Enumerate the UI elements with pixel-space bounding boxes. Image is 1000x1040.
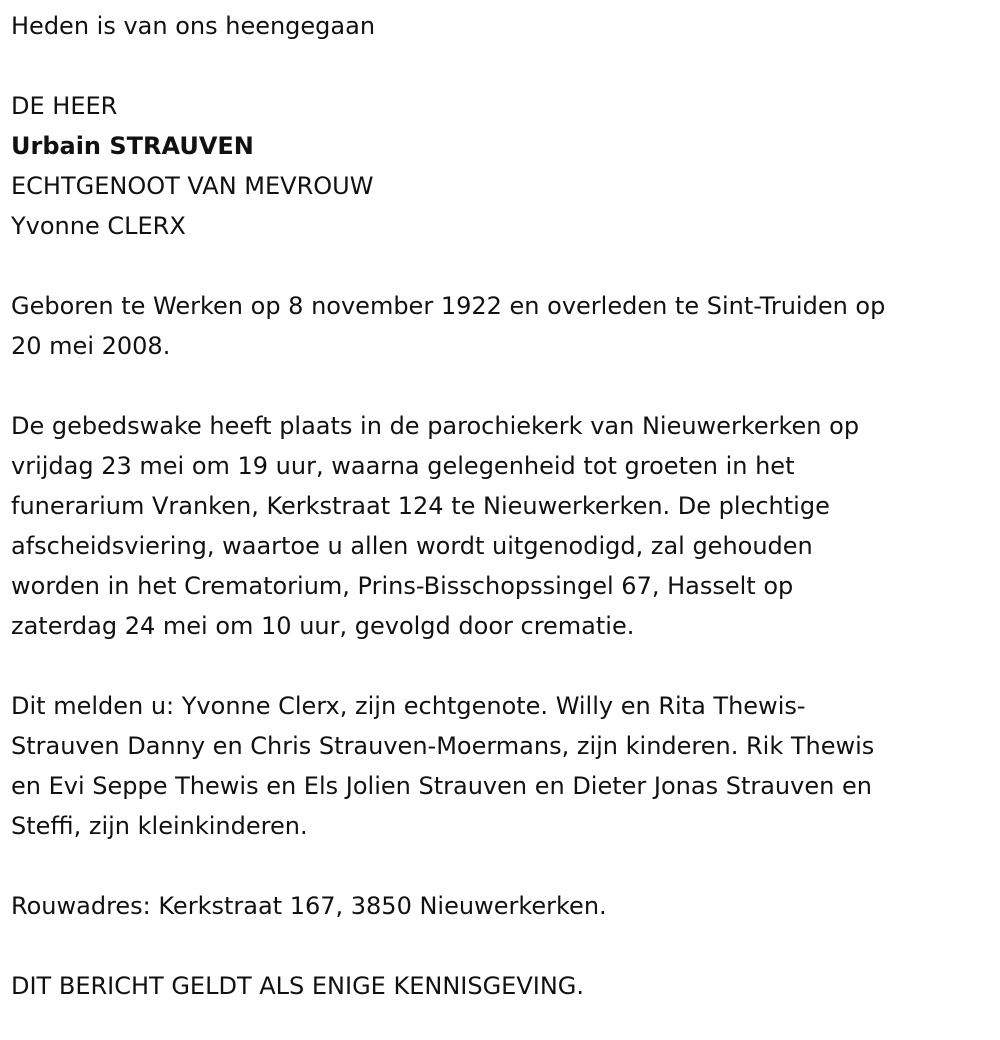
paragraph-line: worden in het Crematorium, Prins-Bisschopssingel 67, Hasselt op	[11, 572, 794, 600]
paragraph-line: Strauven Danny en Chris Strauven-Moermans, zijn kinderen. Rik Thewis	[11, 732, 875, 760]
spacer	[11, 846, 990, 886]
paragraph-line: Dit melden u: Yvonne Clerx, zijn echtgenote. Willy en Rita Thewis-	[11, 692, 806, 720]
title-prefix: DE HEER	[11, 92, 118, 120]
deceased-name: Urbain STRAUVEN	[11, 132, 254, 160]
birth-death-paragraph	[11, 286, 990, 366]
paragraph-line: en Evi Seppe Thewis en Els Jolien Strauven en Dieter Jonas Strauven en	[11, 772, 872, 800]
spouse-name: Yvonne CLERX	[11, 212, 186, 240]
paragraph-line: De gebedswake heeft plaats in de parochiekerk van Nieuwerkerken op	[11, 412, 860, 440]
closing-statement: DIT BERICHT GELDT ALS ENIGE KENNISGEVING.	[11, 972, 585, 1000]
spacer	[11, 46, 990, 86]
paragraph-line: vrijdag 23 mei om 19 uur, waarna gelegenheid tot groeten in het	[11, 452, 795, 480]
paragraph-line: Geboren te Werken op 8 november 1922 en overleden te Sint-Truiden op	[11, 292, 886, 320]
ceremony-paragraph	[11, 406, 990, 646]
spacer	[11, 926, 990, 966]
paragraph-line: Steffi, zijn kleinkinderen.	[11, 812, 308, 840]
paragraph-line: zaterdag 24 mei om 10 uur, gevolgd door crematie.	[11, 612, 635, 640]
paragraph-line: 20 mei 2008.	[11, 332, 171, 360]
paragraph-line: afscheidsviering, waartoe u allen wordt uitgenodigd, zal gehouden	[11, 532, 813, 560]
spacer	[11, 246, 990, 286]
spacer	[11, 646, 990, 686]
spacer	[11, 366, 990, 406]
paragraph-line: funerarium Vranken, Kerkstraat 124 te Nieuwerkerken. De plechtige	[11, 492, 830, 520]
family-paragraph	[11, 686, 990, 846]
intro-text: Heden is van ons heengegaan	[11, 12, 376, 40]
relation-text: ECHTGENOOT VAN MEVROUW	[11, 172, 374, 200]
mourning-address: Rouwadres: Kerkstraat 167, 3850 Nieuwerkerken.	[11, 892, 607, 920]
